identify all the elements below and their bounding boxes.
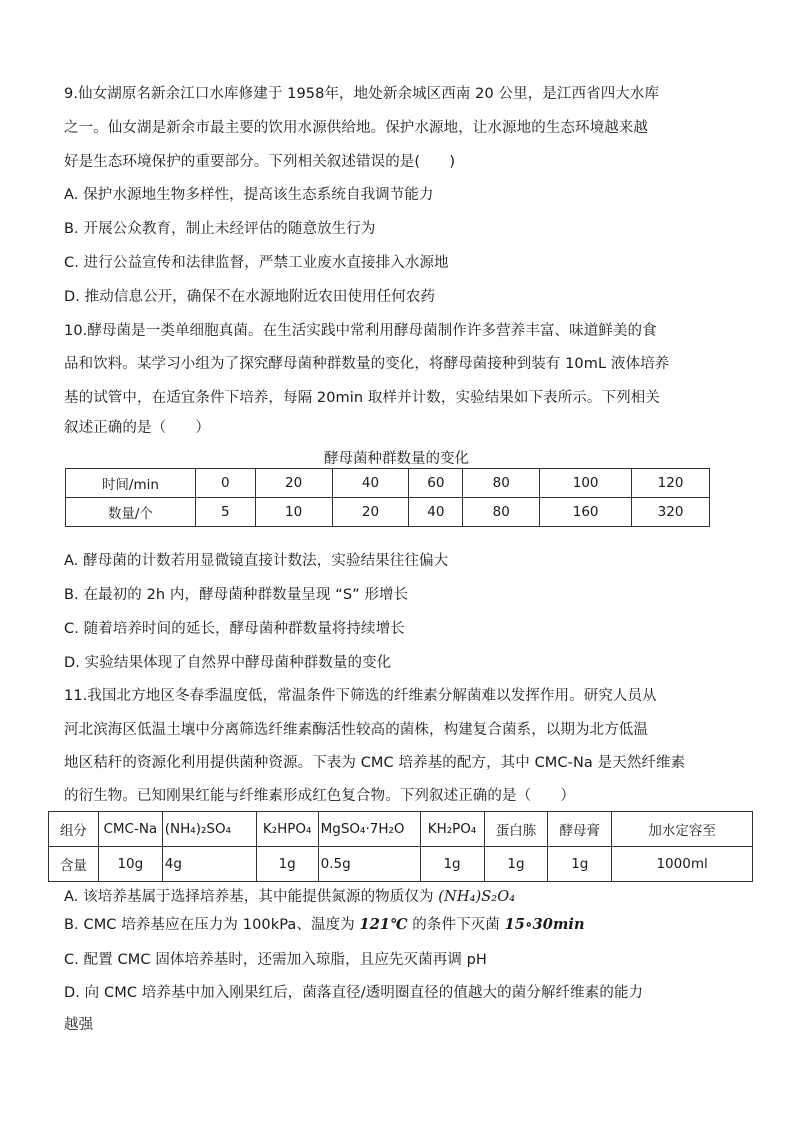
- table-cell: 20: [332, 498, 409, 527]
- q10-option-c: C. 随着培养时间的延长，酵母菌种群数量将持续增长: [64, 621, 405, 637]
- q10-stem-line-3: 基的试管中，在适宜条件下培养，每隔 20min 取样并计数，实验结果如下表所示。下列相关: [64, 390, 660, 406]
- q11-option-d-line-2: 越强: [64, 1017, 94, 1033]
- table-row: [66, 498, 710, 527]
- table-cell: 20: [255, 469, 332, 498]
- q10-option-d: D. 实验结果体现了自然界中酵母菌种群数量的变化: [64, 655, 392, 671]
- q9-stem-line-3: 好是生态环境保护的重要部分。下列相关叙述错误的是( ): [64, 154, 456, 170]
- q11-option-a: [64, 887, 515, 907]
- table-cell: MgSO₄·7H₂O: [318, 812, 420, 847]
- table-cell: 60: [409, 469, 463, 498]
- table-cell: 1g: [548, 847, 612, 882]
- table-cell: 40: [409, 498, 463, 527]
- q11-recipe-table: [48, 811, 753, 882]
- table-cell: 10: [255, 498, 332, 527]
- table-cell: 时间/min: [66, 469, 196, 498]
- q10-data-table: [65, 468, 710, 527]
- table-cell: 100: [540, 469, 632, 498]
- q11-option-b-duration: 15∘30min: [504, 916, 585, 933]
- table-cell: 0: [195, 469, 255, 498]
- table-cell: K₂HPO₄: [256, 812, 318, 847]
- table-cell: 4g: [162, 847, 256, 882]
- table-cell: 80: [463, 498, 540, 527]
- table-cell: 10g: [98, 847, 162, 882]
- table-cell: 1000ml: [612, 847, 753, 882]
- table-row: [49, 847, 753, 882]
- q9-option-b: B. 开展公众教育，制止未经评估的随意放生行为: [64, 221, 376, 237]
- table-cell: 320: [632, 498, 710, 527]
- q11-option-b-text: B. CMC 培养基应在压力为 100kPa、温度为: [64, 917, 360, 933]
- table-cell: KH₂PO₄: [420, 812, 484, 847]
- table-cell: 5: [195, 498, 255, 527]
- q11-stem-line-1: 11.我国北方地区冬春季温度低，常温条件下筛选的纤维素分解菌难以发挥作用。研究人员从: [64, 688, 657, 704]
- q9-stem-line-1: 9.仙女湖原名新余江口水库修建于 1958年，地处新余城区西南 20 公里，是江西省四大水库: [64, 86, 660, 102]
- table-cell: 120: [632, 469, 710, 498]
- table-row: [49, 812, 753, 847]
- table-cell: 160: [540, 498, 632, 527]
- q10-stem-line-2: 品和饮料。某学习小组为了探究酵母菌种群数量的变化，将酵母菌接种到装有 10mL 液体培养: [64, 356, 670, 372]
- table-cell: 酵母膏: [548, 812, 612, 847]
- q9-option-c: C. 进行公益宣传和法律监督，严禁工业废水直接排入水源地: [64, 255, 449, 271]
- table-cell: 0.5g: [318, 847, 420, 882]
- table-cell: 80: [463, 469, 540, 498]
- q10-table-caption: 酵母菌种群数量的变化: [324, 451, 469, 467]
- table-cell: 数量/个: [66, 498, 196, 527]
- table-cell: 组分: [49, 812, 99, 847]
- q9-option-d: D. 推动信息公开，确保不在水源地附近农田使用任何农药: [64, 289, 436, 305]
- table-cell: 加水定容至: [612, 812, 753, 847]
- q11-option-a-text: A. 该培养基属于选择培养基，其中能提供氮源的物质仅为: [64, 889, 439, 905]
- table-cell: CMC-Na: [98, 812, 162, 847]
- table-cell: 40: [332, 469, 409, 498]
- q10-stem-line-4: 叙述正确的是（ ）: [64, 420, 210, 436]
- q10-option-a: A. 酵母菌的计数若用显微镜直接计数法，实验结果往往偏大: [64, 553, 449, 569]
- q11-option-b-temperature: 121℃: [359, 916, 408, 933]
- table-row: [66, 469, 710, 498]
- q11-option-b-mid: 的条件下灭菌: [407, 917, 505, 933]
- table-cell: 1g: [420, 847, 484, 882]
- table-cell: 蛋白胨: [484, 812, 548, 847]
- table-cell: 1g: [484, 847, 548, 882]
- q11-stem-line-3: 地区秸秆的资源化利用提供菌种资源。下表为 CMC 培养基的配方，其中 CMC-Na 是天然纤维素: [64, 755, 686, 771]
- q11-option-b: [64, 915, 585, 935]
- q9-stem-line-2: 之一。仙女湖是新余市最主要的饮用水源供给地。保护水源地，让水源地的生态环境越来越: [64, 120, 648, 136]
- q10-stem-line-1: 10.酵母菌是一类单细胞真菌。在生活实践中常利用酵母菌制作许多营养丰富、味道鲜美的食: [64, 323, 657, 339]
- q10-option-b: B. 在最初的 2h 内，酵母菌种群数量呈现 “S” 形增长: [64, 587, 409, 603]
- q11-option-a-formula: (NH₄)S₂O₄: [438, 889, 516, 905]
- table-cell: 1g: [256, 847, 318, 882]
- q11-stem-line-4: 的衍生物。已知刚果红能与纤维素形成红色复合物。下列叙述正确的是（ ）: [64, 788, 575, 804]
- table-cell: 含量: [49, 847, 99, 882]
- q9-option-a: A. 保护水源地生物多样性，提高该生态系统自我调节能力: [64, 187, 434, 203]
- q11-option-c: C. 配置 CMC 固体培养基时，还需加入琼脂，且应先灭菌再调 pH: [64, 952, 487, 968]
- q11-option-d-line-1: D. 向 CMC 培养基中加入刚果红后，菌落直径/透明圈直径的值越大的菌分解纤维素的能力: [64, 985, 644, 1001]
- q11-stem-line-2: 河北滨海区低温土壤中分离筛选纤维素酶活性较高的菌株，构建复合菌系，以期为北方低温: [64, 722, 648, 738]
- table-cell: (NH₄)₂SO₄: [162, 812, 256, 847]
